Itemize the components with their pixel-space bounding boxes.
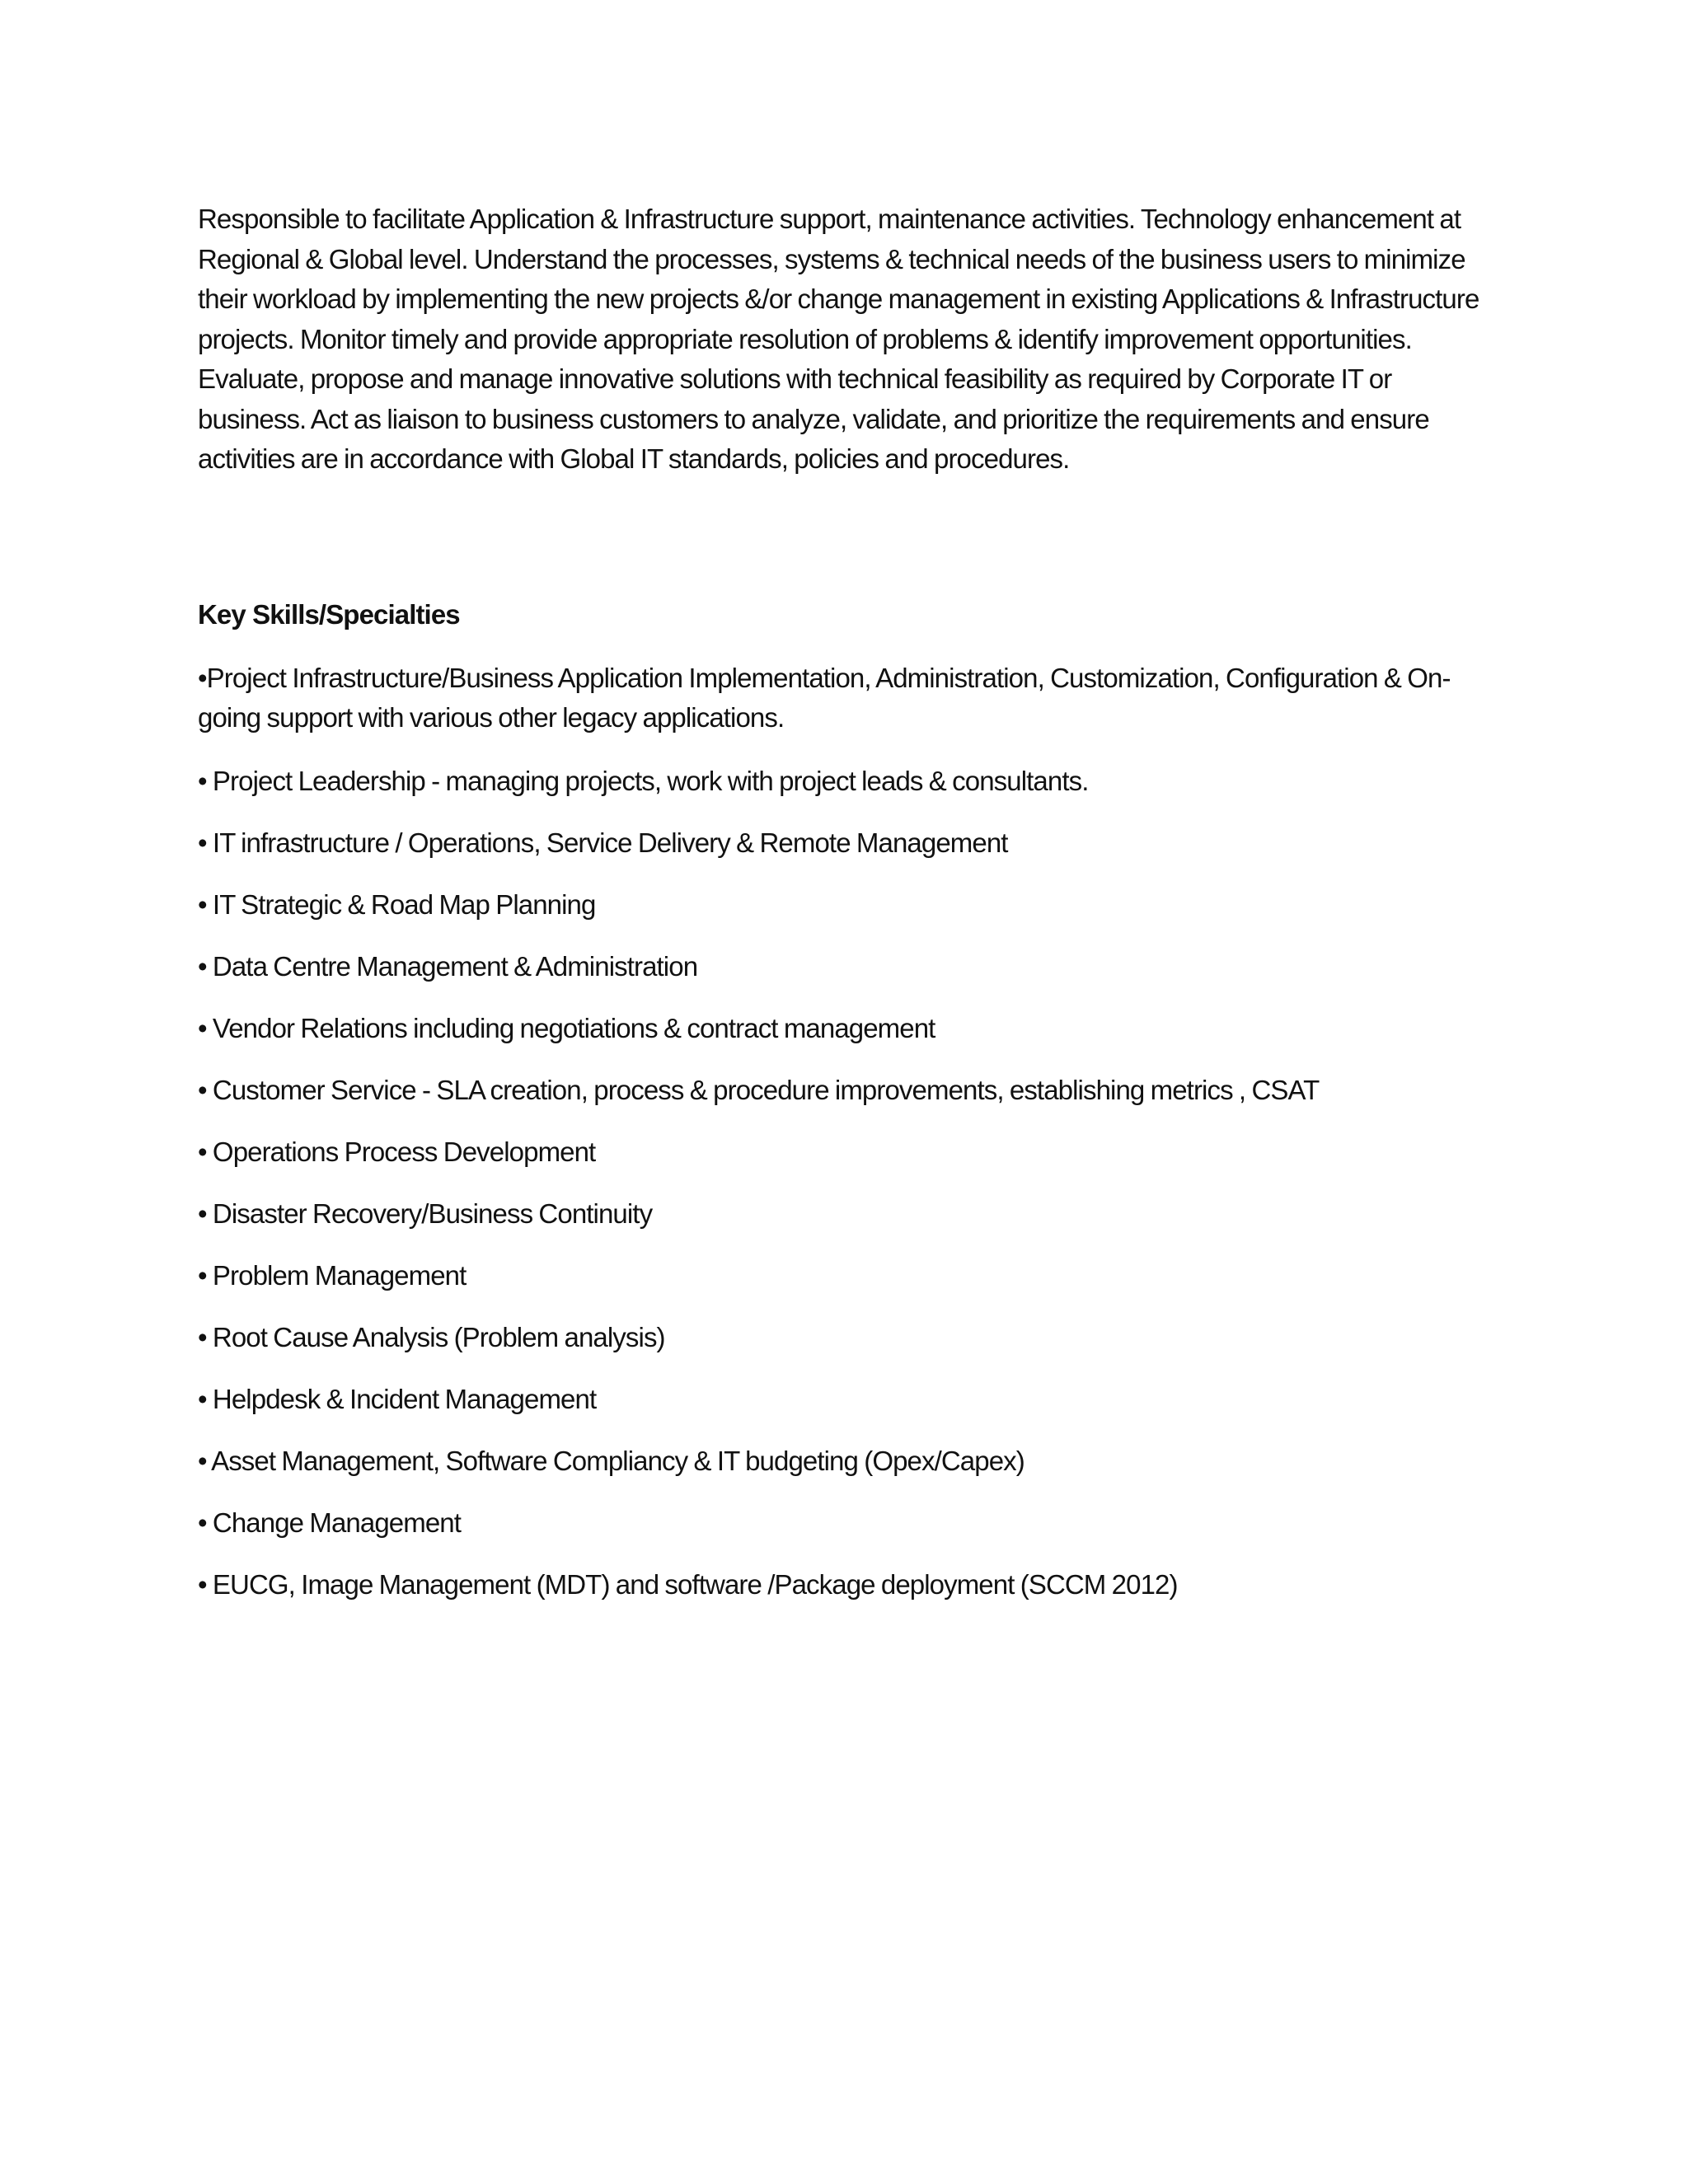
skill-item: • Data Centre Management & Administration [198, 951, 698, 982]
skill-item: • Disaster Recovery/Business Continuity [198, 1198, 653, 1229]
document-content [198, 199, 1492, 1600]
skill-item: • Asset Management, Software Compliancy & IT budgeting (Opex/Capex) [198, 1446, 1025, 1476]
skill-item: • Project Leadership - managing projects, work with project leads & consultants. [198, 766, 1089, 796]
skill-item: • EUCG, Image Management (MDT) and software /Package deployment (SCCM 2012) [198, 1569, 1178, 1600]
skills-heading: Key Skills/Specialties [198, 599, 460, 630]
skill-item: • IT Strategic & Road Map Planning [198, 889, 596, 920]
skill-item: • Customer Service - SLA creation, process & procedure improvements, establishing metrics , CSAT [198, 1075, 1320, 1105]
skill-item: • Helpdesk & Incident Management [198, 1384, 597, 1414]
skill-item: • Operations Process Development [198, 1137, 596, 1167]
skill-item: • Root Cause Analysis (Problem analysis) [198, 1322, 665, 1352]
skill-item: • Problem Management [198, 1260, 467, 1291]
summary-paragraph: Responsible to facilitate Application & Infrastructure support, maintenance activities. Technology enhancement at Regional & Global level. Understand the processes, systems & technical needs of the business users to minimize their workload by implementing the new projects &/or change management in existing Applications & Infrastructure projects. Monitor timely and provide appropriate resolution of problems & identify improvement opportunities. Evaluate, propose and manage innovative solutions with technical feasibility as required by Corporate IT or business. Act as liaison to business customers to analyze, validate, and prioritize the requirements and ensure activities are in accordance with Global IT standards, policies and procedures. [198, 204, 1479, 474]
skills-intro-item: •Project Infrastructure/Business Application Implementation, Administration, Customization, Configuration & On-going support with various other legacy applications. [198, 663, 1451, 733]
skill-item: • IT infrastructure / Operations, Service Delivery & Remote Management [198, 827, 1008, 858]
skills-list [198, 762, 1319, 1627]
skill-item: • Change Management [198, 1507, 462, 1538]
skill-item: • Vendor Relations including negotiations & contract management [198, 1013, 935, 1043]
